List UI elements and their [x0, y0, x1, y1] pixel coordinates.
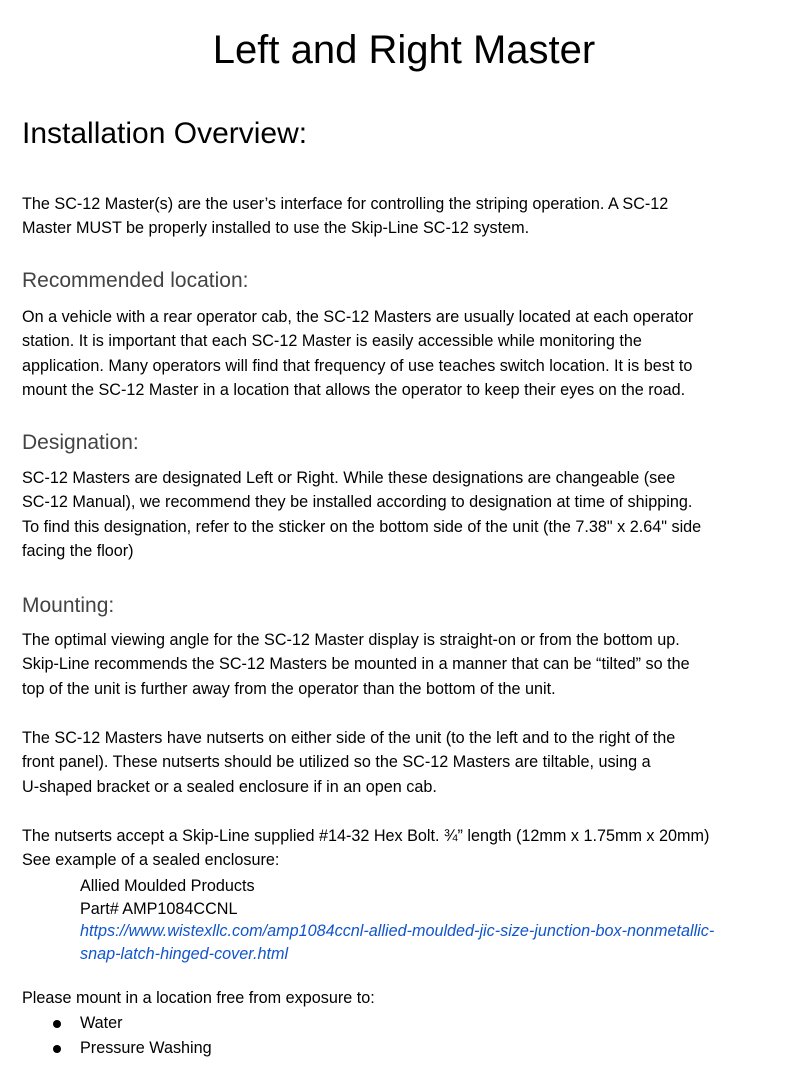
- text-line: mount the SC-12 Master in a location that allows the operator to keep their eyes on the road.: [22, 381, 686, 400]
- mounting-paragraph-2: [22, 726, 792, 799]
- mounting-paragraph-1: [22, 628, 792, 701]
- bullet-icon: [53, 1045, 61, 1053]
- heading-mounting: Mounting:: [22, 594, 115, 617]
- heading-recommended-location: Recommended location:: [22, 269, 249, 292]
- text-line: facing the floor): [22, 542, 134, 561]
- text-line: See example of a sealed enclosure:: [22, 851, 280, 870]
- exposure-intro: [22, 986, 792, 1010]
- list-item-label: Pressure Washing: [80, 1039, 212, 1057]
- text-line: Master MUST be properly installed to use the Skip-Line SC-12 system.: [22, 219, 530, 238]
- exposure-list: [22, 1011, 212, 1061]
- enclosure-example: [80, 875, 714, 965]
- text-line: Skip-Line recommends the SC-12 Masters be mounted in a manner that can be “tilted” so the: [22, 655, 690, 674]
- text-line: To find this designation, refer to the sticker on the bottom side of the unit (the 7.38" x 2.64" side: [22, 517, 702, 536]
- enclosure-link-line-1[interactable]: https://www.wistexllc.com/amp1084ccnl-allied-moulded-jic-size-junction-box-nonmetallic-: [80, 922, 715, 940]
- text-line: top of the unit is further away from the operator than the bottom of the unit.: [22, 679, 556, 698]
- enclosure-link-line-2[interactable]: snap-latch-hinged-cover.html: [80, 944, 289, 963]
- text-line: station. It is important that each SC-12 Master is easily accessible while monitoring the: [22, 332, 642, 351]
- heading-designation: Designation:: [22, 431, 139, 454]
- enclosure-part-number: Part# AMP1084CCNL: [80, 899, 238, 918]
- text-line: U-shaped bracket or a sealed enclosure if in an open cab.: [22, 777, 437, 796]
- page-title: Left and Right Master: [212, 28, 596, 72]
- text-line: The SC-12 Master(s) are the user’s interface for controlling the striping operation. A SC-12: [22, 195, 669, 213]
- designation-paragraph: [22, 466, 792, 564]
- text-line: application. Many operators will find that frequency of use teaches switch location. It is best to: [22, 356, 693, 375]
- mounting-paragraph-3: [22, 824, 792, 873]
- list-item: [22, 1036, 212, 1061]
- text-line: The nutserts accept a Skip-Line supplied #14-32 Hex Bolt. ¾” length (12mm x 1.75mm x 20mm): [22, 827, 710, 845]
- enclosure-company: Allied Moulded Products: [80, 877, 255, 895]
- recommended-location-paragraph: [22, 305, 792, 403]
- text-line: On a vehicle with a rear operator cab, the SC-12 Masters are usually located at each operator: [22, 308, 694, 326]
- text-line: The optimal viewing angle for the SC-12 Master display is straight-on or from the bottom up.: [22, 631, 680, 649]
- section-heading-installation-overview: Installation Overview:: [22, 117, 308, 150]
- text-line: SC-12 Manual), we recommend they be installed according to designation at time of shipping.: [22, 493, 693, 512]
- text-line: SC-12 Masters are designated Left or Right. While these designations are changeable (see: [22, 469, 676, 487]
- intro-paragraph: [22, 192, 792, 241]
- list-item: [22, 1011, 212, 1036]
- enclosure-link[interactable]: [80, 920, 714, 965]
- bullet-icon: [53, 1020, 61, 1028]
- text-line: The SC-12 Masters have nutserts on either side of the unit (to the left and to the right of the: [22, 729, 676, 747]
- text-line: front panel). These nutserts should be utilized so the SC-12 Masters are tiltable, using a: [22, 753, 651, 772]
- list-item-label: Water: [80, 1014, 123, 1032]
- text-line: Please mount in a location free from exposure to:: [22, 989, 375, 1007]
